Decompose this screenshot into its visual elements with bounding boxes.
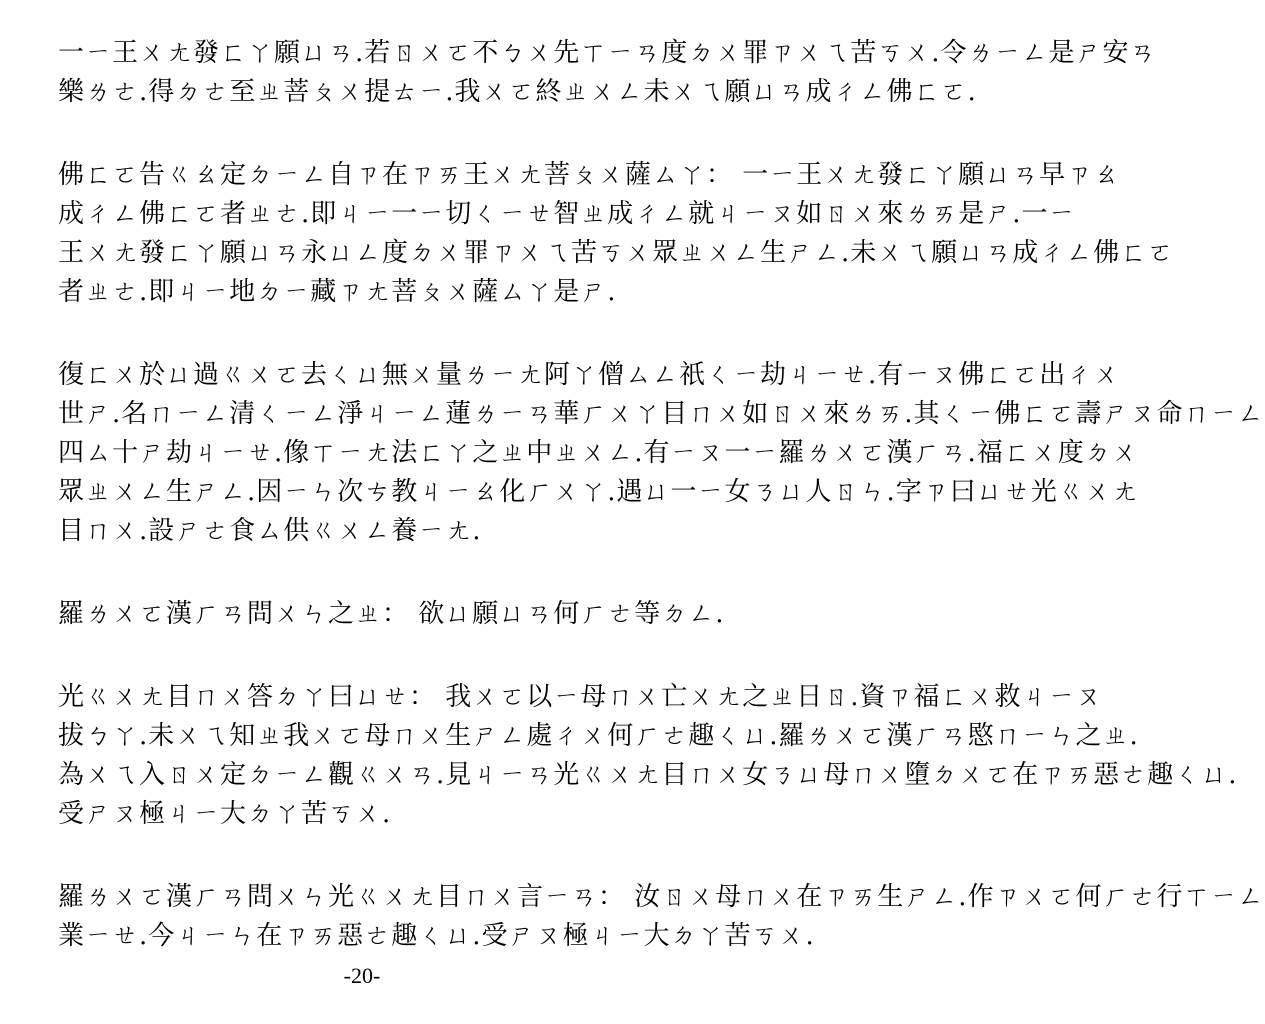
paragraph-1 [58,34,1157,112]
text-line: 者ㄓㄜ.即ㄐㄧ地ㄉㄧ藏ㄗㄤ菩ㄆㄨ薩ㄙㄚ是ㄕ. [58,277,617,307]
text-line: 光ㄍㄨㄤ目ㄇㄨ答ㄉㄚ曰ㄩㄝ： 我ㄨㄛ以ㄧ母ㄇㄨ亡ㄨㄤ之ㄓ日ㄖ.資ㄗ福ㄈㄨ救ㄐㄧㄡ [58,682,1103,712]
text-line: 佛ㄈㄛ告ㄍㄠ定ㄉㄧㄥ自ㄗ在ㄗㄞ王ㄨㄤ菩ㄆㄨ薩ㄙㄚ： 一ㄧ王ㄨㄤ發ㄈㄚ願ㄩㄢ早ㄗㄠ [58,160,1121,190]
text-line: 樂ㄌㄜ.得ㄉㄜ至ㄓ菩ㄆㄨ提ㄊㄧ.我ㄨㄛ終ㄓㄨㄥ未ㄨㄟ願ㄩㄢ成ㄔㄥ佛ㄈㄛ. [58,77,977,107]
text-line: 拔ㄅㄚ.未ㄨㄟ知ㄓ我ㄨㄛ母ㄇㄨ生ㄕㄥ處ㄔㄨ何ㄏㄜ趣ㄑㄩ.羅ㄌㄨㄛ漢ㄏㄢ愍ㄇㄧㄣ之ㄓ. [58,721,1139,751]
paragraph-4 [58,595,725,634]
paragraph-2 [58,156,1175,312]
text-line: 復ㄈㄨ於ㄩ過ㄍㄨㄛ去ㄑㄩ無ㄨ量ㄌㄧㄤ阿ㄚ僧ㄙㄥ祇ㄑㄧ劫ㄐㄧㄝ.有ㄧㄡ佛ㄈㄛ出ㄔㄨ [58,360,1121,390]
sutra-page-body [58,34,1265,1000]
text-line: 王ㄨㄤ發ㄈㄚ願ㄩㄢ永ㄩㄥ度ㄉㄨ罪ㄗㄨㄟ苦ㄎㄨ眾ㄓㄨㄥ生ㄕㄥ.未ㄨㄟ願ㄩㄢ成ㄔㄥ佛ㄈㄛ [58,238,1175,268]
text-line: 成ㄔㄥ佛ㄈㄛ者ㄓㄜ.即ㄐㄧ一ㄧ切ㄑㄧㄝ智ㄓ成ㄔㄥ就ㄐㄧㄡ如ㄖㄨ來ㄌㄞ是ㄕ.一ㄧ [58,199,1076,229]
text-line: 一ㄧ王ㄨㄤ發ㄈㄚ願ㄩㄢ.若ㄖㄨㄛ不ㄅㄨ先ㄒㄧㄢ度ㄉㄨ罪ㄗㄨㄟ苦ㄎㄨ.令ㄌㄧㄥ是ㄕ安ㄢ [58,38,1157,68]
text-line: 業ㄧㄝ.今ㄐㄧㄣ在ㄗㄞ惡ㄜ趣ㄑㄩ.受ㄕㄡ極ㄐㄧ大ㄉㄚ苦ㄎㄨ. [58,921,815,951]
text-line: 羅ㄌㄨㄛ漢ㄏㄢ問ㄨㄣ之ㄓ： 欲ㄩ願ㄩㄢ何ㄏㄜ等ㄉㄥ. [58,599,725,629]
text-line: 眾ㄓㄨㄥ生ㄕㄥ.因ㄧㄣ次ㄘ教ㄐㄧㄠ化ㄏㄨㄚ.遇ㄩ一ㄧ女ㄋㄩ人ㄖㄣ.字ㄗ曰ㄩㄝ光ㄍㄨㄤ [58,477,1139,507]
paragraph-5 [58,678,1238,834]
text-line: 羅ㄌㄨㄛ漢ㄏㄢ問ㄨㄣ光ㄍㄨㄤ目ㄇㄨ言ㄧㄢ： 汝ㄖㄨ母ㄇㄨ在ㄗㄞ生ㄕㄥ.作ㄗㄨㄛ何ㄏㄜ行ㄒㄧㄥ [58,882,1265,912]
paragraph-6 [58,878,1265,956]
page-number: -20- [343,963,381,988]
text-line: 目ㄇㄨ.設ㄕㄜ食ㄙ供ㄍㄨㄥ養ㄧㄤ. [58,516,482,546]
paragraph-3 [58,356,1265,551]
text-line: 世ㄕ.名ㄇㄧㄥ清ㄑㄧㄥ淨ㄐㄧㄥ蓮ㄌㄧㄢ華ㄏㄨㄚ目ㄇㄨ如ㄖㄨ來ㄌㄞ.其ㄑㄧ佛ㄈㄛ壽ㄕㄡ命ㄇㄧㄥ [58,399,1265,429]
text-line: 四ㄙ十ㄕ劫ㄐㄧㄝ.像ㄒㄧㄤ法ㄈㄚ之ㄓ中ㄓㄨㄥ.有ㄧㄡ一ㄧ羅ㄌㄨㄛ漢ㄏㄢ.福ㄈㄨ度ㄉㄨ [58,438,1139,468]
text-line: 受ㄕㄡ極ㄐㄧ大ㄉㄚ苦ㄎㄨ. [58,799,392,829]
text-line: 為ㄨㄟ入ㄖㄨ定ㄉㄧㄥ觀ㄍㄨㄢ.見ㄐㄧㄢ光ㄍㄨㄤ目ㄇㄨ女ㄋㄩ母ㄇㄨ墮ㄉㄨㄛ在ㄗㄞ惡ㄜ趣ㄑㄩ. [58,760,1238,790]
